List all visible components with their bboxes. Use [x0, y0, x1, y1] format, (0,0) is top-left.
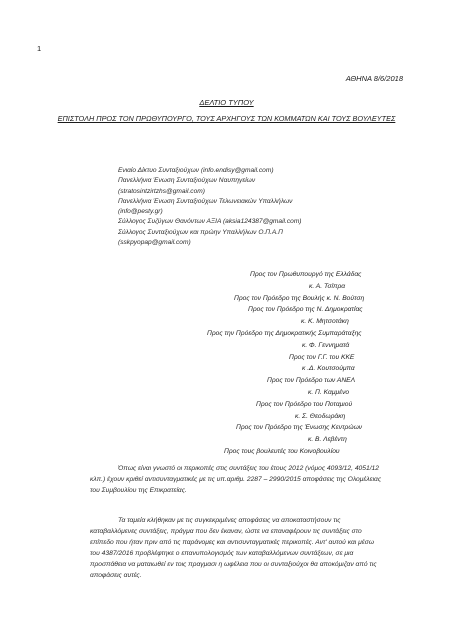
recipient-line: κ. Β. Λεβέντη: [308, 436, 347, 444]
recipient-line: Προς τον Πρωθυπουργό της Ελλάδας: [250, 271, 362, 278]
recipient-line: Προς τον Πρόεδρο της Ν. Δημοκρατίας: [248, 306, 363, 314]
recipient-line: κ .Δ. Κουτσούμπα: [302, 365, 355, 373]
document-subtitle: ΕΠΙΣΤΟΛΗ ΠΡΟΣ ΤΟΝ ΠΡΩΘΥΠΟΥΡΓΟ, ΤΟΥΣ ΑΡΧΗΓΟΥΣ ΤΩΝ ΚΟΜΜΑΤΩΝ ΚΑΙ ΤΟΥΣ ΒΟΥΛΕΥΤΕΣ: [57, 114, 396, 123]
sender-line: Πανελλήνια Ένωση Συνταξιούχων Ναυπηγείων: [118, 177, 256, 185]
recipient-line: κ. Α. Τσίπρα: [309, 282, 346, 290]
paragraph-line: Τα ταμεία κλήθηκαν με τις συγκεκριμένες αποφάσεις να αποκαταστήσουν τις: [118, 517, 341, 524]
paragraph-line: Όπως είναι γνωστό οι περικοπές στις συντάξεις του έτους 2012 (νόμος 4093/12, 4051/12: [118, 465, 380, 472]
recipient-line: Προς τον Πρόεδρο της Βουλής κ. Ν. Βούτση: [234, 294, 365, 302]
sender-line: Σύλλογος Συζύγων Θανόντων ΑΞΙΑ (aksia124387@gmail.com): [118, 218, 302, 226]
sender-line: (stratosintzirtzhs@gmail.com): [118, 187, 205, 195]
paragraph-2: [90, 515, 402, 582]
sender-list: [118, 166, 378, 248]
recipient-line: Προς τον Πρόεδρο της Ένωσης Κεντρώων: [236, 424, 363, 432]
sender-line: (sskpyopap@gmail.com): [118, 239, 191, 247]
paragraph-line: επίπεδο που ήταν πριν από τις παράνομες και αντισυνταγματικές περικοπές. Αντ' αυτού και μέσω: [90, 539, 374, 547]
recipient-line: κ. Σ. Θεοδωράκη: [295, 412, 346, 420]
recipient-line: Προς τον Πρόεδρο των ΑΝΕΛ: [267, 377, 356, 385]
recipient-line: κ. Κ. Μητσοτάκη: [301, 318, 349, 326]
sender-line: Πανελλήνια Ένωση Συνταξιούχων Τελωνειακών Υπαλλήλων: [118, 197, 293, 205]
sender-line: (info@pesty.gr): [118, 208, 163, 216]
paragraph-line: καταβαλλόμενες συντάξεις, πράγμα που δεν έκαναν, ώστε να επαναφέρουν τις συντάξεις στο: [90, 528, 362, 536]
document-title: ΔΕΛΤΙΟ ΤΥΠΟΥ: [199, 98, 254, 107]
sender-line: Σύλλογος Συνταξιούχων και πρώην Υπαλλήλων Ο.Π.Α.Π: [118, 228, 283, 236]
recipient-line: Προς την Πρόεδρο της Δημοκρατικής Συμπαράταξης: [207, 329, 362, 337]
paragraph-line: του Συμβουλίου της Επικρατείας.: [90, 487, 187, 495]
paragraph-1: [90, 463, 402, 496]
recipient-list: [190, 269, 422, 458]
sender-line: Ενιαίο Δίκτυο Συνταξιούχων (info.endisy@gmail.com): [118, 167, 274, 174]
recipient-line: κ. Π. Καμμένο: [308, 388, 350, 396]
recipient-line: Προς τον Γ.Γ. του ΚΚΕ: [289, 353, 355, 361]
page-number: 1: [37, 44, 42, 53]
recipient-line: κ. Φ. Γεννηματά: [302, 341, 350, 349]
paragraph-line: κλπ.) έχουν κριθεί αντισυνταγματικές με τις υπ.αριθμ. 2287 – 2990/2015 αποφάσεις της Ολομέλειας: [90, 476, 382, 484]
recipient-line: Προς τους βουλευτές του Κοινοβουλίου: [224, 447, 340, 455]
paragraph-line: του 4387/2016 προβλέφτηκε ο επανυπολογισμός των καταβαλλόμενων συντάξεων, σε μια: [90, 550, 354, 558]
recipient-line: Προς τον Πρόεδρο του Ποταμιού: [256, 400, 353, 408]
paragraph-line: προσπάθεια να ματαιωθεί εν τοις πραγμασι η ωφέλεια που οι συνταξιούχοι θα αποκόμιζαν από τις: [90, 561, 377, 569]
document-date: ΑΘΗΝΑ 8/6/2018: [345, 74, 403, 83]
paragraph-line: αποφάσεις αυτές.: [90, 572, 142, 580]
